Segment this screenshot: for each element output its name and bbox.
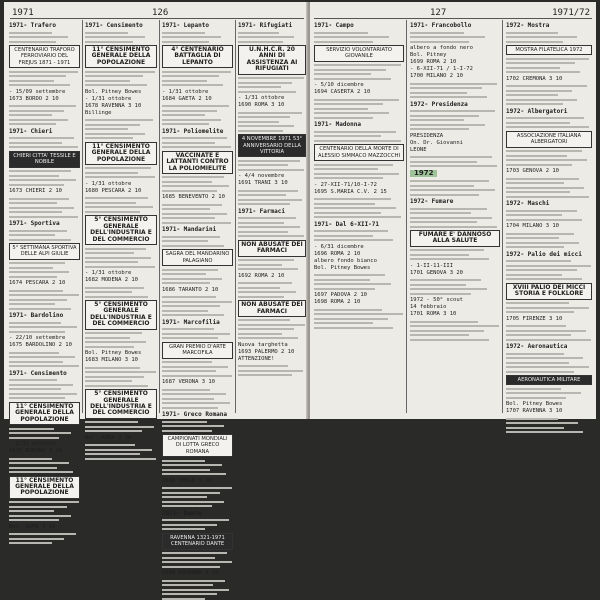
section-heading: 1971- Francobollo: [410, 22, 472, 29]
illegible-text-block: [410, 249, 500, 260]
right-col-3: [506, 22, 592, 415]
catalog-line: 1704 MILANO 3 10: [506, 223, 559, 230]
illegible-text-block: [85, 32, 157, 43]
illegible-text-block: [9, 137, 80, 148]
postmark-slogan: 11° CENSIMENTO GENERALE DELLA POPOLAZIONE: [9, 402, 80, 425]
postmark-slogan: ASSOCIAZIONE ITALIANA ALBERGATORI: [506, 131, 592, 148]
section-heading: 1972- Presidenza: [410, 100, 468, 108]
section-heading: 1971- Mandarini: [162, 226, 217, 234]
section-heading: 1971- Campo: [314, 22, 354, 29]
right-header-rule: [314, 18, 592, 19]
right-year-header: 1971/72: [552, 8, 590, 18]
catalog-line: 1707 RAVENNA 3 10: [506, 408, 563, 415]
catalog-line: 1690 ROMA 3 10: [238, 102, 285, 109]
illegible-text-block: [162, 460, 233, 476]
catalog-line: 1702 CREMONA 3 10: [506, 75, 563, 82]
catalog-line: 1694 CASERTA 2 10: [314, 89, 371, 96]
highlighted-year: 1972: [410, 170, 437, 177]
section-heading: 1971- Censimento: [85, 22, 143, 29]
illegible-text-block: [238, 77, 306, 93]
postmark-slogan: CHIERI CITTA' TESSILE E NOBILE: [9, 151, 80, 168]
illegible-text-block: [506, 178, 592, 198]
illegible-text-block: [238, 319, 306, 339]
illegible-text-block: [9, 198, 80, 218]
postmark-slogan: 4 NOVEMBRE 1971 53° ANNIVERSARIO DELLA VITTORIA: [238, 134, 306, 157]
catalog-line: - 6/31 dicembre: [314, 243, 364, 250]
section-heading: 1971- Madonna: [314, 121, 361, 129]
catalog-line: 1686 TARANTO 2 10: [162, 286, 219, 293]
illegible-text-block: [238, 112, 306, 132]
catalog-line: Nuova targhetta: [238, 341, 288, 348]
illegible-text-block: [238, 160, 306, 171]
catalog-line: 1688 IMOLA 3 10: [162, 477, 212, 484]
illegible-text-block: [162, 361, 233, 377]
illegible-text-block: [506, 32, 592, 43]
illegible-text-block: [314, 131, 404, 142]
illegible-text-block: [162, 328, 233, 339]
section-heading: 1972- Fumare: [410, 198, 454, 205]
illegible-text-block: [85, 444, 157, 460]
section-heading: 1971- Greco Romana: [162, 411, 228, 419]
catalog-line: 1705 FIRENZE 3 10: [506, 315, 563, 322]
catalog-line: 1698 ROMA 2 10: [314, 299, 361, 306]
section-heading: 1971- Trafero: [9, 22, 56, 29]
catalog-line: 1673 CHIERI 2 10: [9, 188, 62, 195]
right-page: [310, 2, 596, 419]
column-divider: [502, 20, 503, 413]
catalog-line: 14 febbraio: [410, 304, 447, 311]
catalog-spread: [4, 2, 596, 577]
postmark-slogan: GRAN PREMIO D'ARTE MARCOFILA: [162, 342, 233, 359]
illegible-text-block: [9, 170, 80, 186]
catalog-line: - 1/31 ottobre: [238, 95, 285, 102]
illegible-text-block: [9, 428, 80, 439]
postmark-slogan: 11° CENSIMENTO GENERALE DELLA POPOLAZIONE: [85, 45, 157, 68]
section-heading: 1971- Bardolino: [9, 312, 64, 320]
catalog-line: 1682 MODENA 2 10: [85, 277, 138, 284]
illegible-text-block: [506, 302, 592, 313]
illegible-text-block: [9, 458, 80, 474]
postmark-slogan: 5° CENSIMENTO GENERALE DELL'INDUSTRIA E DEL COMMERCIO: [85, 389, 157, 419]
illegible-text-block: [238, 32, 306, 43]
illegible-text-block: [9, 533, 80, 544]
illegible-text-block: [506, 325, 592, 341]
illegible-text-block: [410, 110, 500, 130]
illegible-text-block: [9, 262, 80, 278]
illegible-text-block: [85, 332, 157, 348]
catalog-line: Bol. Pitney Bowes: [85, 350, 142, 357]
catalog-line: albero a fondo nero: [410, 45, 473, 51]
illegible-text-block: [162, 204, 233, 224]
illegible-text-block: [410, 83, 500, 99]
column-divider: [159, 20, 160, 413]
illegible-text-block: [85, 421, 157, 432]
postmark-slogan: CENTENARIO DELLA MORTE DI ALESSIO SIMMACO MAZZOCCHI: [314, 144, 404, 161]
catalog-line: 1703 GENOVA 2 10: [506, 168, 559, 175]
catalog-line: Bol. ROMA 3 10: [9, 523, 56, 530]
illegible-text-block: [410, 321, 500, 341]
catalog-line: 1678 RAVENNA 3 10: [85, 102, 142, 109]
catalog-line: PRESIDENZA: [410, 132, 444, 139]
illegible-text-block: [238, 190, 306, 206]
illegible-text-block: [506, 233, 592, 249]
postmark-slogan: MOSTRA FILATELICA 1972: [506, 45, 592, 55]
illegible-text-block: [9, 230, 80, 241]
illegible-text-block: [506, 85, 592, 105]
catalog-line: - 27-XII-71/10-I-72: [314, 181, 377, 188]
section-heading: 1971- Dante: [162, 509, 202, 517]
catalog-line: 1699 ROMA 2 10: [410, 59, 457, 65]
postmark-slogan: NON ABUSATE DEI FARMACI: [238, 240, 306, 257]
illegible-text-block: [9, 322, 80, 333]
illegible-text-block: [410, 32, 500, 43]
catalog-line: 1675 BARDOLINO 2 10: [9, 342, 72, 349]
illegible-text-block: [9, 290, 80, 310]
catalog-line: - 4/4 novembre: [238, 173, 285, 180]
catalog-line: 1680 PESCARA 2 10: [85, 187, 142, 194]
catalog-line: - 5/10 dicembre: [314, 82, 364, 89]
section-heading: 1972- Mostra: [506, 22, 550, 29]
illegible-text-block: [238, 365, 306, 376]
postmark-slogan: XVIII PALIO DEI MICCI STORIA E FOLKLORE: [506, 283, 592, 300]
illegible-text-block: [9, 501, 80, 521]
illegible-text-block: [506, 58, 592, 74]
catalog-line: 1674 PESCARA 2 10: [9, 280, 66, 287]
catalog-line: 1676 RIMINI 3 10: [9, 448, 62, 455]
illegible-text-block: [85, 197, 157, 213]
catalog-line: 1673 BORDO 2 10: [9, 95, 59, 102]
right-col-1: [314, 22, 404, 415]
illegible-text-block: [162, 137, 233, 148]
illegible-text-block: [9, 71, 80, 87]
illegible-text-block: [314, 230, 404, 241]
illegible-text-block: [85, 167, 157, 178]
catalog-line: Bol. Pitney: [410, 52, 447, 58]
illegible-text-block: [314, 198, 404, 218]
section-heading: 1971- Lepanto: [162, 22, 209, 29]
catalog-line: 1696 ROMA 2 10: [314, 250, 361, 257]
catalog-line: - 1/31 ottobre: [85, 180, 132, 187]
section-heading: 1972- Palio dei micci: [506, 250, 582, 258]
catalog-line: Bol. ROMA 2 10: [85, 434, 132, 441]
postmark-slogan: SERVIZIO VOLONTARIATO GIOVANILE: [314, 45, 404, 62]
catalog-line: 1695 S.MARIA C.V. 2 15: [314, 188, 387, 195]
illegible-text-block: [410, 156, 500, 167]
illegible-text-block: [162, 176, 233, 192]
illegible-text-block: [162, 487, 233, 507]
illegible-text-block: [9, 105, 80, 125]
section-heading: 1971- Dal 6-XII-71: [314, 220, 380, 228]
catalog-line: 1697 PADOVA 2 10: [314, 292, 367, 299]
catalog-line: 1689 RAVENNA 3 10: [162, 570, 219, 577]
illegible-text-block: [162, 269, 233, 285]
postmark-slogan: CENTENARIO TRAFORO FERROVIARIO DEL FREJUS 1871 - 1971: [9, 45, 80, 68]
catalog-line: - 1/31 ottobre: [162, 88, 209, 95]
catalog-line: Bol. Pitney Bowes: [506, 401, 563, 408]
catalog-line: ATTENZIONE!: [238, 355, 275, 362]
catalog-line: - 1/31 ottobre: [85, 95, 132, 102]
catalog-line: 1693 PALERMO 2 10: [238, 348, 295, 355]
section-heading: 1972- Aeronautica: [506, 343, 568, 351]
illegible-text-block: [162, 236, 233, 247]
column-divider: [235, 20, 236, 413]
section-heading: 1971- Farmaci: [238, 207, 285, 215]
illegible-text-block: [85, 71, 157, 87]
postmark-slogan: 11° CENSIMENTO GENERALE DELLA POPOLAZIONE: [85, 142, 157, 165]
postmark-slogan: NON ABUSATE DEI FARMACI: [238, 300, 306, 317]
section-heading: 1971- Rifugiati: [238, 22, 293, 29]
catalog-line: 1685 BENEVENTO 2 10: [162, 194, 225, 201]
illegible-text-block: [506, 260, 592, 280]
catalog-line: 1684 GAETA 2 10: [162, 95, 212, 102]
catalog-line: 1691 TRANI 3 10: [238, 180, 288, 187]
section-heading: 1972- Maschi: [506, 200, 550, 208]
postmark-slogan: U.N.H.C.R. 20 ANNI DI ASSISTENZA AI RIFUGIATI: [238, 45, 306, 75]
left-col-2: [85, 22, 157, 441]
illegible-text-block: [9, 379, 80, 399]
column-divider: [406, 20, 407, 413]
illegible-text-block: [238, 282, 306, 298]
illegible-text-block: [85, 287, 157, 298]
section-heading: 1971- Censimento: [9, 369, 67, 377]
illegible-text-block: [9, 352, 80, 368]
illegible-text-block: [162, 32, 233, 43]
left-header-rule: [10, 18, 304, 19]
postmark-slogan: 5° SETTIMANA SPORTIVA DELLE ALPI GIULIE: [9, 243, 80, 260]
illegible-text-block: [85, 248, 157, 268]
postmark-slogan: 11° CENSIMENTO GENERALE DELLA POPOLAZIONE: [9, 476, 80, 499]
column-divider: [82, 20, 83, 413]
postmark-slogan: 4° CENTENARIO BATTAGLIA DI LEPANTO: [162, 45, 233, 68]
illegible-text-block: [506, 150, 592, 166]
left-col-4: [238, 22, 306, 415]
catalog-line: 1701 ROMA 3 10: [410, 311, 457, 318]
illegible-text-block: [162, 580, 233, 600]
catalog-line: albero fondo bianco: [314, 257, 377, 264]
catalog-line: 1972 - 50° scout: [410, 297, 463, 304]
postmark-slogan: RAVENNA 1321-1971 CENTENARIO DANTE: [162, 533, 233, 550]
illegible-text-block: [314, 32, 404, 43]
illegible-text-block: [238, 259, 306, 270]
highlight-row: [410, 170, 500, 178]
catalog-line: - 6-XII-71 / 1-I-72: [410, 66, 473, 72]
catalog-line: 1701 GENOVA 3 20: [410, 269, 463, 276]
illegible-text-block: [314, 274, 404, 290]
illegible-text-block: [314, 99, 404, 119]
illegible-text-block: [314, 309, 404, 329]
section-heading: 1971- Marcofilia: [162, 318, 220, 326]
illegible-text-block: [314, 64, 404, 80]
left-page-number: 126: [152, 8, 169, 18]
catalog-line: 1692 ROMA 2 10: [238, 272, 285, 279]
catalog-line: Bol. Pitney Bowes: [314, 264, 371, 271]
catalog-line: LEONE: [410, 146, 427, 153]
postmark-slogan: VACCINATE E LATTANTI CONTRO LA POLIOMIELITE: [162, 151, 233, 174]
section-heading: 1971- Poliomelite: [162, 127, 224, 135]
catalog-line: 1683 MILANO 3 10: [85, 357, 138, 364]
postmark-slogan: 5° CENSIMENTO GENERALE DELL'INDUSTRIA E DEL COMMERCIO: [85, 300, 157, 330]
illegible-text-block: [162, 71, 233, 87]
catalog-line: On. Dr. Giovanni: [410, 139, 463, 146]
left-col-3: [162, 22, 233, 577]
illegible-text-block: [9, 32, 80, 43]
illegible-text-block: [85, 367, 157, 387]
illegible-text-block: [162, 389, 233, 409]
illegible-text-block: [506, 418, 592, 434]
illegible-text-block: [238, 217, 306, 237]
catalog-line: 1700 MILANO 2 10: [410, 73, 463, 79]
postmark-slogan: 5° CENSIMENTO GENERALE DELL'INDUSTRIA E DEL COMMERCIO: [85, 215, 157, 245]
right-page-number: 127: [430, 8, 447, 18]
catalog-line: - 22/10 settembre: [9, 335, 66, 342]
illegible-text-block: [410, 208, 500, 228]
section-heading: 1971- Chieri: [9, 127, 53, 135]
left-page: [4, 2, 308, 577]
left-year-header: 1971: [12, 8, 34, 18]
illegible-text-block: [85, 119, 157, 139]
illegible-text-block: [162, 421, 233, 432]
illegible-text-block: [506, 117, 592, 128]
right-col-2: [410, 22, 500, 415]
section-heading: 1971- Sportiva: [9, 220, 60, 228]
illegible-text-block: [506, 210, 592, 221]
catalog-line: - 1-II-11-III: [410, 262, 454, 269]
catalog-line: Billinge: [85, 109, 112, 116]
illegible-text-block: [162, 296, 233, 316]
illegible-text-block: [314, 164, 404, 180]
illegible-text-block: [162, 519, 233, 530]
catalog-line: - 1/31 ottobre: [85, 270, 132, 277]
catalog-line: Bol. Pitney Bowes: [85, 88, 142, 95]
illegible-text-block: [506, 353, 592, 373]
illegible-text-block: [410, 279, 500, 295]
catalog-line: - 1/31 ottobre: [9, 441, 56, 448]
section-heading: 1972- Albergatori: [506, 107, 568, 115]
illegible-text-block: [162, 552, 233, 568]
left-col-1: [9, 22, 80, 530]
catalog-line: - 15/09 settembre: [9, 88, 66, 95]
postmark-slogan: AERONAUTICA MILITARE: [506, 375, 592, 385]
postmark-slogan: FUMARE E' DANNOSO ALLA SALUTE: [410, 230, 500, 247]
postmark-slogan: CAMPIONATI MONDIALI DI LOTTA GRECO ROMANA: [162, 434, 233, 457]
catalog-line: 1687 VERONA 3 10: [162, 379, 215, 386]
illegible-text-block: [506, 388, 592, 399]
illegible-text-block: [410, 180, 500, 196]
illegible-text-block: [162, 105, 233, 125]
postmark-slogan: SAGRA DEL MANDARINO PALAGIANO: [162, 249, 233, 266]
